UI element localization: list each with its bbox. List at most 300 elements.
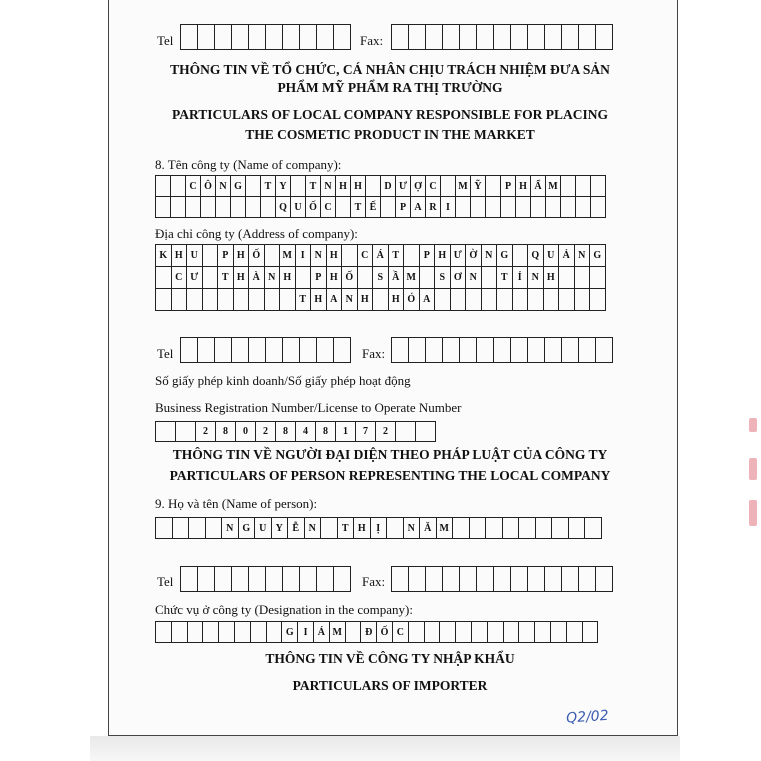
form-cell[interactable] bbox=[295, 266, 312, 289]
form-cell[interactable] bbox=[202, 266, 219, 289]
form-cell[interactable]: C bbox=[320, 196, 336, 218]
form-cell[interactable] bbox=[510, 337, 528, 363]
form-cell[interactable] bbox=[155, 175, 171, 197]
form-cell[interactable] bbox=[250, 621, 267, 643]
form-cell[interactable]: Ố bbox=[305, 196, 321, 218]
form-cell[interactable] bbox=[230, 196, 246, 218]
form-cell[interactable] bbox=[452, 517, 470, 539]
form-cell[interactable] bbox=[391, 566, 409, 592]
form-cell[interactable] bbox=[260, 196, 276, 218]
form-cell[interactable] bbox=[299, 566, 317, 592]
form-cell[interactable]: P bbox=[310, 266, 327, 289]
form-cell[interactable]: A bbox=[410, 196, 426, 218]
form-cell[interactable]: N bbox=[221, 517, 239, 539]
form-cell[interactable]: G bbox=[281, 621, 298, 643]
form-cell[interactable]: 0 bbox=[235, 421, 256, 442]
form-cell[interactable] bbox=[560, 196, 576, 218]
designation-grid[interactable] bbox=[155, 621, 598, 643]
form-cell[interactable] bbox=[512, 244, 529, 267]
form-cell[interactable]: Ố bbox=[376, 621, 393, 643]
form-cell[interactable] bbox=[185, 196, 201, 218]
form-cell[interactable] bbox=[248, 24, 266, 50]
form-cell[interactable]: D bbox=[380, 175, 396, 197]
form-cell[interactable] bbox=[197, 337, 215, 363]
form-cell[interactable]: M bbox=[279, 244, 296, 267]
form-cell[interactable] bbox=[391, 24, 409, 50]
tel-grid-company[interactable] bbox=[180, 337, 351, 363]
form-cell[interactable] bbox=[231, 566, 249, 592]
form-cell[interactable] bbox=[575, 196, 591, 218]
form-cell[interactable] bbox=[214, 24, 232, 50]
form-cell[interactable]: N bbox=[264, 266, 281, 289]
form-cell[interactable] bbox=[485, 196, 501, 218]
form-cell[interactable]: M bbox=[329, 621, 346, 643]
form-cell[interactable]: U bbox=[254, 517, 272, 539]
form-cell[interactable]: Q bbox=[527, 244, 544, 267]
form-cell[interactable] bbox=[459, 337, 477, 363]
form-cell[interactable]: Ố bbox=[248, 244, 265, 267]
form-cell[interactable]: T bbox=[217, 266, 234, 289]
form-cell[interactable]: U bbox=[290, 196, 306, 218]
form-cell[interactable]: 2 bbox=[195, 421, 216, 442]
form-cell[interactable] bbox=[180, 566, 198, 592]
form-cell[interactable] bbox=[582, 621, 599, 643]
form-cell[interactable] bbox=[590, 196, 606, 218]
form-cell[interactable]: H bbox=[353, 517, 371, 539]
form-cell[interactable] bbox=[595, 24, 613, 50]
form-cell[interactable] bbox=[335, 196, 351, 218]
form-cell[interactable] bbox=[561, 24, 579, 50]
form-cell[interactable] bbox=[424, 621, 441, 643]
form-cell[interactable]: C bbox=[425, 175, 441, 197]
form-cell[interactable]: Ễ bbox=[287, 517, 305, 539]
form-cell[interactable] bbox=[442, 337, 460, 363]
form-cell[interactable]: T bbox=[337, 517, 355, 539]
form-cell[interactable]: H bbox=[350, 175, 366, 197]
form-cell[interactable]: P bbox=[419, 244, 436, 267]
form-cell[interactable] bbox=[265, 337, 283, 363]
form-cell[interactable] bbox=[316, 24, 334, 50]
company-address-row-1[interactable] bbox=[155, 244, 606, 267]
form-cell[interactable]: T bbox=[350, 196, 366, 218]
form-cell[interactable] bbox=[534, 621, 551, 643]
form-cell[interactable]: P bbox=[395, 196, 411, 218]
form-cell[interactable] bbox=[568, 517, 586, 539]
form-cell[interactable] bbox=[408, 566, 426, 592]
form-cell[interactable] bbox=[180, 24, 198, 50]
form-cell[interactable] bbox=[365, 175, 381, 197]
form-cell[interactable] bbox=[155, 517, 173, 539]
form-cell[interactable]: 7 bbox=[355, 421, 376, 442]
form-cell[interactable] bbox=[205, 517, 223, 539]
form-cell[interactable]: Y bbox=[275, 175, 291, 197]
form-cell[interactable] bbox=[202, 288, 219, 311]
form-cell[interactable] bbox=[503, 621, 520, 643]
form-cell[interactable]: M bbox=[436, 517, 454, 539]
form-cell[interactable] bbox=[481, 288, 498, 311]
form-cell[interactable] bbox=[578, 24, 596, 50]
form-cell[interactable] bbox=[574, 288, 591, 311]
fax-grid-company[interactable] bbox=[391, 337, 613, 363]
form-cell[interactable]: N bbox=[403, 517, 421, 539]
form-cell[interactable]: U bbox=[543, 244, 560, 267]
form-cell[interactable] bbox=[425, 24, 443, 50]
form-cell[interactable]: T bbox=[305, 175, 321, 197]
form-cell[interactable] bbox=[188, 517, 206, 539]
form-cell[interactable] bbox=[248, 566, 266, 592]
form-cell[interactable] bbox=[544, 337, 562, 363]
form-cell[interactable] bbox=[357, 266, 374, 289]
form-cell[interactable]: M bbox=[403, 266, 420, 289]
form-cell[interactable]: Ư bbox=[395, 175, 411, 197]
form-cell[interactable] bbox=[214, 337, 232, 363]
form-cell[interactable] bbox=[264, 244, 281, 267]
form-cell[interactable]: N bbox=[215, 175, 231, 197]
form-cell[interactable]: Y bbox=[271, 517, 289, 539]
form-cell[interactable]: G bbox=[238, 517, 256, 539]
form-cell[interactable]: H bbox=[515, 175, 531, 197]
form-cell[interactable]: Ơ bbox=[450, 266, 467, 289]
form-cell[interactable] bbox=[175, 421, 196, 442]
form-cell[interactable]: Q bbox=[275, 196, 291, 218]
form-cell[interactable]: Ư bbox=[450, 244, 467, 267]
form-cell[interactable] bbox=[266, 621, 283, 643]
form-cell[interactable]: 2 bbox=[375, 421, 396, 442]
form-cell[interactable]: H bbox=[326, 244, 343, 267]
form-cell[interactable]: P bbox=[217, 244, 234, 267]
form-cell[interactable]: Ỹ bbox=[470, 175, 486, 197]
margin-mark bbox=[749, 458, 757, 480]
form-cell[interactable] bbox=[459, 24, 477, 50]
fax-grid-person[interactable] bbox=[391, 566, 613, 592]
form-cell[interactable] bbox=[264, 288, 281, 311]
form-cell[interactable] bbox=[442, 24, 460, 50]
form-cell[interactable]: I bbox=[297, 621, 314, 643]
form-cell[interactable] bbox=[197, 566, 215, 592]
form-cell[interactable]: H bbox=[233, 244, 250, 267]
form-cell[interactable] bbox=[186, 288, 203, 311]
form-cell[interactable] bbox=[439, 621, 456, 643]
form-cell[interactable]: A bbox=[419, 288, 436, 311]
form-cell[interactable] bbox=[510, 24, 528, 50]
form-cell[interactable] bbox=[476, 24, 494, 50]
form-cell[interactable] bbox=[217, 288, 234, 311]
form-cell[interactable] bbox=[316, 337, 334, 363]
form-cell[interactable]: T bbox=[496, 266, 513, 289]
form-cell[interactable] bbox=[589, 266, 606, 289]
form-cell[interactable]: 8 bbox=[215, 421, 236, 442]
form-cell[interactable] bbox=[320, 517, 338, 539]
form-cell[interactable] bbox=[493, 24, 511, 50]
form-cell[interactable] bbox=[155, 266, 172, 289]
form-cell[interactable] bbox=[470, 196, 486, 218]
form-cell[interactable] bbox=[419, 266, 436, 289]
form-cell[interactable] bbox=[391, 337, 409, 363]
company-address-row-3[interactable] bbox=[155, 288, 606, 311]
form-cell[interactable]: N bbox=[320, 175, 336, 197]
form-cell[interactable] bbox=[543, 288, 560, 311]
form-cell[interactable] bbox=[408, 24, 426, 50]
form-cell[interactable]: Ố bbox=[341, 266, 358, 289]
form-cell[interactable] bbox=[574, 266, 591, 289]
form-cell[interactable] bbox=[333, 337, 351, 363]
form-cell[interactable] bbox=[440, 175, 456, 197]
company-name-row-2[interactable] bbox=[155, 196, 606, 218]
form-cell[interactable] bbox=[502, 517, 520, 539]
form-cell[interactable] bbox=[595, 337, 613, 363]
form-cell[interactable] bbox=[245, 175, 261, 197]
form-cell[interactable]: M bbox=[545, 175, 561, 197]
form-cell[interactable] bbox=[171, 621, 188, 643]
form-cell[interactable]: 1 bbox=[335, 421, 356, 442]
form-cell[interactable] bbox=[500, 196, 516, 218]
form-cell[interactable] bbox=[200, 196, 216, 218]
form-cell[interactable]: T bbox=[388, 244, 405, 267]
form-cell[interactable]: N bbox=[304, 517, 322, 539]
form-cell[interactable] bbox=[545, 196, 561, 218]
form-cell[interactable] bbox=[265, 24, 283, 50]
form-cell[interactable]: Ẩ bbox=[530, 175, 546, 197]
form-cell[interactable]: H bbox=[310, 288, 327, 311]
form-cell[interactable] bbox=[512, 288, 529, 311]
form-cell[interactable] bbox=[341, 244, 358, 267]
form-cell[interactable]: S bbox=[434, 266, 451, 289]
form-cell[interactable] bbox=[170, 196, 186, 218]
form-cell[interactable]: I bbox=[295, 244, 312, 267]
form-cell[interactable] bbox=[476, 566, 494, 592]
form-cell[interactable]: H bbox=[233, 266, 250, 289]
form-cell[interactable]: Ă bbox=[419, 517, 437, 539]
form-cell[interactable] bbox=[403, 244, 420, 267]
form-cell[interactable]: À bbox=[248, 266, 265, 289]
form-cell[interactable]: G bbox=[496, 244, 513, 267]
form-cell[interactable]: N bbox=[341, 288, 358, 311]
form-cell[interactable] bbox=[202, 244, 219, 267]
person-name-grid[interactable] bbox=[155, 517, 602, 539]
form-cell[interactable] bbox=[408, 337, 426, 363]
form-cell[interactable] bbox=[155, 421, 176, 442]
form-cell[interactable]: H bbox=[335, 175, 351, 197]
form-cell[interactable] bbox=[527, 566, 545, 592]
form-cell[interactable]: T bbox=[295, 288, 312, 311]
form-cell[interactable] bbox=[518, 621, 535, 643]
form-cell[interactable] bbox=[233, 288, 250, 311]
form-cell[interactable] bbox=[558, 288, 575, 311]
form-cell[interactable]: H bbox=[171, 244, 188, 267]
form-cell[interactable] bbox=[476, 337, 494, 363]
form-cell[interactable] bbox=[425, 337, 443, 363]
form-cell[interactable] bbox=[450, 288, 467, 311]
form-cell[interactable]: G bbox=[589, 244, 606, 267]
form-cell[interactable]: H bbox=[326, 266, 343, 289]
form-cell[interactable] bbox=[234, 621, 251, 643]
form-cell[interactable] bbox=[566, 621, 583, 643]
form-cell[interactable]: 8 bbox=[275, 421, 296, 442]
form-cell[interactable] bbox=[485, 517, 503, 539]
form-cell[interactable] bbox=[155, 621, 172, 643]
form-cell[interactable] bbox=[575, 175, 591, 197]
form-cell[interactable] bbox=[202, 621, 219, 643]
form-cell[interactable] bbox=[282, 24, 300, 50]
form-cell[interactable]: H bbox=[357, 288, 374, 311]
fax-grid-top[interactable] bbox=[391, 24, 613, 50]
form-cell[interactable] bbox=[187, 621, 204, 643]
form-cell[interactable]: N bbox=[574, 244, 591, 267]
form-cell[interactable] bbox=[279, 288, 296, 311]
form-cell[interactable]: Ế bbox=[365, 196, 381, 218]
form-cell[interactable] bbox=[485, 175, 501, 197]
form-cell[interactable] bbox=[172, 517, 190, 539]
form-cell[interactable]: N bbox=[481, 244, 498, 267]
form-cell[interactable] bbox=[265, 566, 283, 592]
form-cell[interactable] bbox=[282, 566, 300, 592]
form-cell[interactable] bbox=[469, 517, 487, 539]
form-cell[interactable] bbox=[231, 24, 249, 50]
form-cell[interactable] bbox=[561, 337, 579, 363]
form-cell[interactable]: S bbox=[372, 266, 389, 289]
form-cell[interactable] bbox=[515, 196, 531, 218]
form-cell[interactable] bbox=[180, 337, 198, 363]
form-cell[interactable] bbox=[333, 566, 351, 592]
form-cell[interactable] bbox=[214, 566, 232, 592]
form-cell[interactable] bbox=[590, 175, 606, 197]
form-cell[interactable]: M bbox=[455, 175, 471, 197]
form-cell[interactable] bbox=[415, 421, 436, 442]
form-cell[interactable] bbox=[455, 196, 471, 218]
form-cell[interactable] bbox=[215, 196, 231, 218]
form-cell[interactable]: C bbox=[185, 175, 201, 197]
form-cell[interactable] bbox=[171, 288, 188, 311]
form-cell[interactable] bbox=[197, 24, 215, 50]
form-cell[interactable] bbox=[372, 288, 389, 311]
form-cell[interactable] bbox=[333, 24, 351, 50]
form-cell[interactable] bbox=[299, 337, 317, 363]
form-cell[interactable] bbox=[245, 196, 261, 218]
form-cell[interactable] bbox=[518, 517, 536, 539]
form-cell[interactable] bbox=[560, 175, 576, 197]
license-number-grid[interactable] bbox=[155, 421, 436, 442]
form-cell[interactable]: T bbox=[260, 175, 276, 197]
form-cell[interactable] bbox=[408, 621, 425, 643]
form-cell[interactable]: H bbox=[543, 266, 560, 289]
form-cell[interactable] bbox=[578, 337, 596, 363]
form-cell[interactable]: Ị bbox=[370, 517, 388, 539]
form-cell[interactable]: Ờ bbox=[465, 244, 482, 267]
form-cell[interactable]: H bbox=[388, 288, 405, 311]
form-cell[interactable]: Ư bbox=[186, 266, 203, 289]
form-cell[interactable] bbox=[290, 175, 306, 197]
form-cell[interactable] bbox=[442, 566, 460, 592]
form-cell[interactable] bbox=[218, 621, 235, 643]
form-cell[interactable] bbox=[561, 566, 579, 592]
form-cell[interactable] bbox=[345, 621, 362, 643]
form-cell[interactable] bbox=[481, 266, 498, 289]
company-name-row-1[interactable] bbox=[155, 175, 606, 197]
form-cell[interactable] bbox=[584, 517, 602, 539]
form-cell[interactable]: N bbox=[465, 266, 482, 289]
form-cell[interactable]: Ô bbox=[200, 175, 216, 197]
form-cell[interactable] bbox=[386, 517, 404, 539]
form-cell[interactable] bbox=[170, 175, 186, 197]
form-cell[interactable] bbox=[282, 337, 300, 363]
form-cell[interactable] bbox=[527, 337, 545, 363]
form-cell[interactable]: Ó bbox=[403, 288, 420, 311]
form-cell[interactable] bbox=[493, 566, 511, 592]
form-cell[interactable]: C bbox=[392, 621, 409, 643]
form-cell[interactable] bbox=[551, 517, 569, 539]
form-cell[interactable]: I bbox=[440, 196, 456, 218]
form-cell[interactable]: Á bbox=[313, 621, 330, 643]
form-cell[interactable]: N bbox=[310, 244, 327, 267]
form-cell[interactable] bbox=[380, 196, 396, 218]
form-cell[interactable]: Ợ bbox=[410, 175, 426, 197]
form-cell[interactable] bbox=[455, 621, 472, 643]
tel-grid-person[interactable] bbox=[180, 566, 351, 592]
form-cell[interactable]: Ầ bbox=[388, 266, 405, 289]
form-cell[interactable] bbox=[493, 337, 511, 363]
form-cell[interactable] bbox=[425, 566, 443, 592]
form-cell[interactable]: Á bbox=[372, 244, 389, 267]
form-cell[interactable]: G bbox=[230, 175, 246, 197]
form-cell[interactable] bbox=[544, 566, 562, 592]
form-cell[interactable] bbox=[595, 566, 613, 592]
form-cell[interactable]: 2 bbox=[255, 421, 276, 442]
form-cell[interactable]: C bbox=[171, 266, 188, 289]
form-cell[interactable] bbox=[299, 24, 317, 50]
form-cell[interactable]: Ỉ bbox=[512, 266, 529, 289]
form-cell[interactable]: N bbox=[527, 266, 544, 289]
form-cell[interactable] bbox=[535, 517, 553, 539]
form-cell[interactable]: Đ bbox=[360, 621, 377, 643]
form-cell[interactable] bbox=[527, 288, 544, 311]
form-cell[interactable] bbox=[465, 288, 482, 311]
form-cell[interactable]: 8 bbox=[315, 421, 336, 442]
form-cell[interactable] bbox=[231, 337, 249, 363]
form-cell[interactable] bbox=[550, 621, 567, 643]
form-cell[interactable]: K bbox=[155, 244, 172, 267]
form-cell[interactable] bbox=[530, 196, 546, 218]
form-cell[interactable] bbox=[459, 566, 477, 592]
form-cell[interactable]: 4 bbox=[295, 421, 316, 442]
form-cell[interactable]: H bbox=[434, 244, 451, 267]
form-cell[interactable]: C bbox=[357, 244, 374, 267]
form-cell[interactable]: A bbox=[326, 288, 343, 311]
form-cell[interactable] bbox=[496, 288, 513, 311]
form-cell[interactable] bbox=[510, 566, 528, 592]
form-cell[interactable] bbox=[527, 24, 545, 50]
form-cell[interactable]: R bbox=[425, 196, 441, 218]
form-cell[interactable] bbox=[395, 421, 416, 442]
form-cell[interactable]: H bbox=[279, 266, 296, 289]
form-cell[interactable] bbox=[544, 24, 562, 50]
form-cell[interactable] bbox=[471, 621, 488, 643]
form-cell[interactable] bbox=[248, 288, 265, 311]
form-cell[interactable] bbox=[558, 266, 575, 289]
tel-grid-top[interactable] bbox=[180, 24, 351, 50]
company-address-row-2[interactable] bbox=[155, 266, 606, 289]
form-cell[interactable] bbox=[316, 566, 334, 592]
form-cell[interactable] bbox=[487, 621, 504, 643]
form-cell[interactable] bbox=[248, 337, 266, 363]
form-cell[interactable] bbox=[589, 288, 606, 311]
form-cell[interactable] bbox=[434, 288, 451, 311]
form-cell[interactable] bbox=[155, 288, 172, 311]
form-cell[interactable]: Ả bbox=[558, 244, 575, 267]
form-cell[interactable]: P bbox=[500, 175, 516, 197]
form-cell[interactable] bbox=[155, 196, 171, 218]
form-cell[interactable] bbox=[578, 566, 596, 592]
form-cell[interactable]: U bbox=[186, 244, 203, 267]
